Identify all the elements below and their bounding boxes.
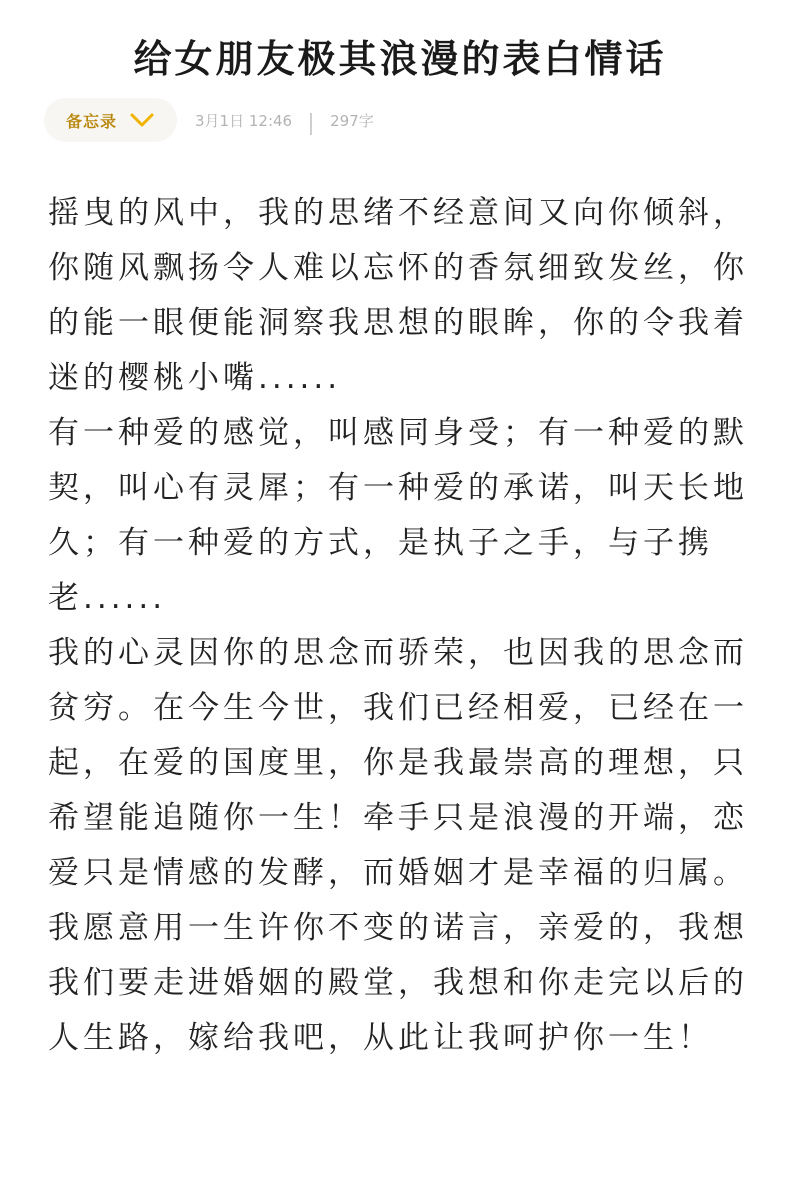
meta-divider	[310, 113, 312, 135]
note-body[interactable]	[48, 186, 760, 1066]
paragraph-2: 有一种爱的感觉，叫感同身受；有一种爱的默契，叫心有灵犀；有一种爱的承诺，叫天长地久；有一种爱的方式，是执子之手，与子携老......	[48, 415, 748, 616]
paragraph-3: 我的心灵因你的思念而骄荣，也因我的思念而贫穷。在今生今世，我们已经相爱，已经在一起，在爱的国度里，你是我最崇高的理想，只希望能追随你一生！牵手只是浪漫的开端，恋爱只是情感的发酵，而婚姻才是幸福的归属。我愿意用一生许你不变的诺言，亲爱的，我想我们要走进婚姻的殿堂，我想和你走完以后的人生路，嫁给我吧，从此让我呵护你一生！	[48, 635, 748, 1056]
folder-label: 备忘录	[66, 111, 118, 131]
folder-selector[interactable]	[44, 98, 177, 142]
note-date: 3月1日 12:46	[195, 111, 293, 130]
word-count: 297字	[330, 111, 374, 130]
chevron-down-icon	[129, 111, 155, 129]
note-title: 给女朋友极其浪漫的表白情话	[133, 37, 667, 81]
paragraph-1: 摇曳的风中，我的思绪不经意间又向你倾斜，你随风飘扬令人难以忘怀的香氛细致发丝，你的能一眼便能洞察我思想的眼眸，你的令我着迷的樱桃小嘴......	[48, 195, 748, 396]
note-meta	[44, 98, 374, 142]
